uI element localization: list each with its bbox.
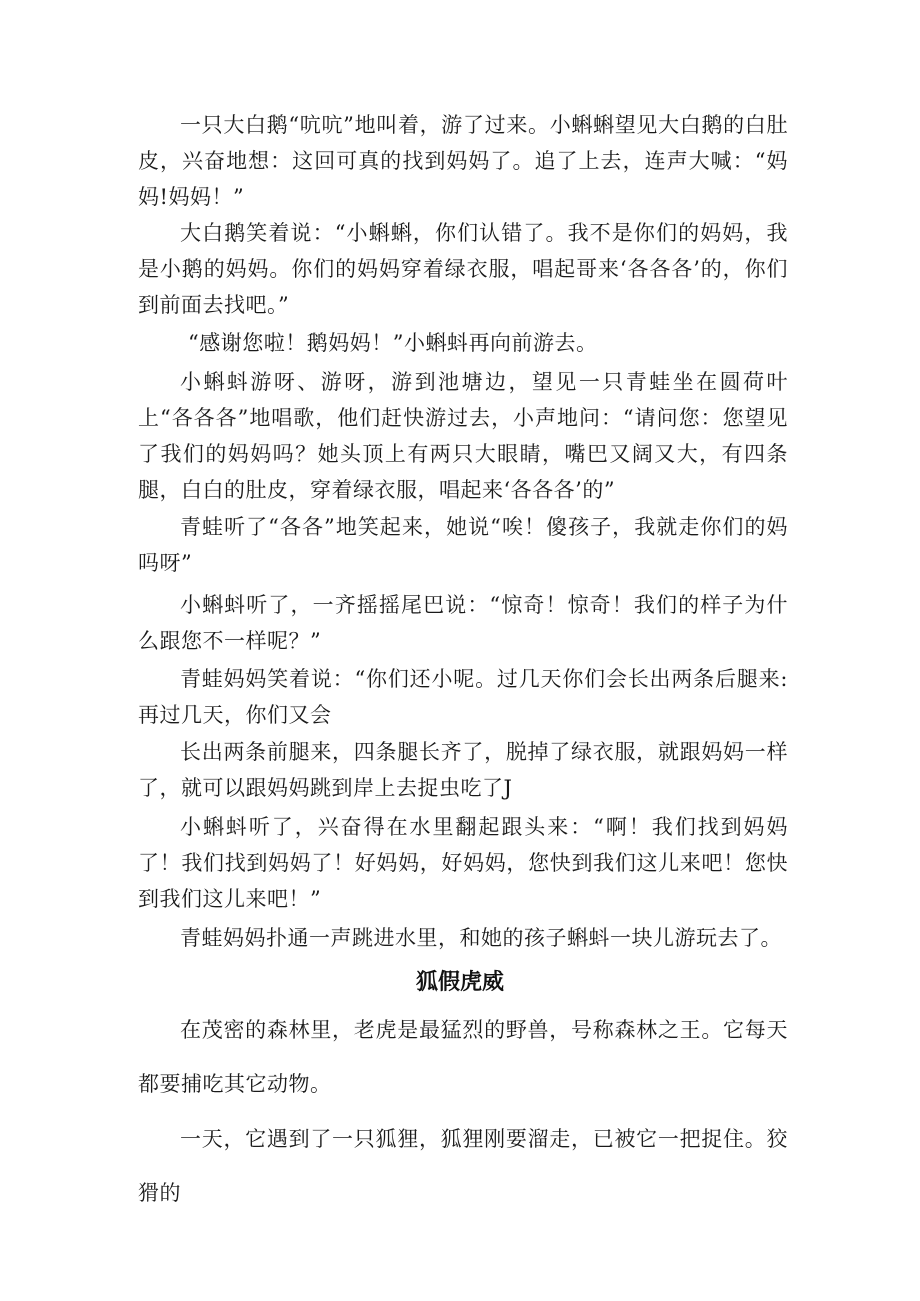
section-title: 狐假虎威 [415,970,504,995]
paragraph: 小蝌蚪听了，一齐摇摇尾巴说：“惊奇！惊奇！我们的样子为什么跟您不一样呢？” [138,593,788,653]
paragraph: 一天，它遇到了一只狐狸，狐狸刚要溜走，已被它一把捉住。狡猾的 [138,1127,788,1205]
paragraph: 青蛙听了“各各”地笑起来，她说“唉！傻孩子，我就走你们的妈吗呀” [138,515,788,575]
paragraph: 长出两条前腿来，四条腿长齐了，脱掉了绿衣服，就跟妈妈一样了，就可以跟妈妈跳到岸上去捉虫吃了J [138,740,788,800]
paragraph: 小蝌蚪游呀、游呀，游到池塘边，望见一只青蛙坐在圆荷叶上“各各各”地唱歌，他们赶快游过去，小声地问：“请问您：您望见了我们的妈妈吗？她头顶上有两只大眼睛，嘴巴又阔又大，有四条腿，白白的肚皮，穿着绿衣服，唱起来‘各各各’的” [138,370,788,502]
paragraph: 在茂密的森林里，老虎是最猛烈的野兽，号称森林之王。它每天都要捕吃其它动物。 [138,1018,788,1096]
paragraph: “感谢您啦！鹅妈妈！”小蝌蚪再向前游去。 [188,331,598,355]
paragraph: 大白鹅笑着说：“小蝌蝌，你们认错了。我不是你们的妈妈，我是小鹅的妈妈。你们的妈妈穿着绿衣服，唱起哥来‘各各各’的，你们到前面去找吧。” [138,221,788,317]
paragraph: 一只大白鹅“吭吭”地叫着，游了过来。小蝌蝌望见大白鹅的白肚皮，兴奋地想：这回可真的找到妈妈了。追了上去，连声大喊：“妈妈!妈妈！” [138,113,788,209]
paragraph: 小蝌蚪听了，兴奋得在水里翻起跟头来：“啊！我们找到妈妈了！我们找到妈妈了！好妈妈，好妈妈，您快到我们这儿来吧！您快到我们这儿来吧！” [138,815,788,911]
paragraph: 青蛙妈妈扑通一声跳进水里，和她的孩子蝌蚪一块儿游玩去了。 [180,926,782,950]
paragraph: 青蛙妈妈笑着说：“你们还小呢。过几天你们会长出两条后腿来:再过几天，你们又会 [138,667,788,727]
